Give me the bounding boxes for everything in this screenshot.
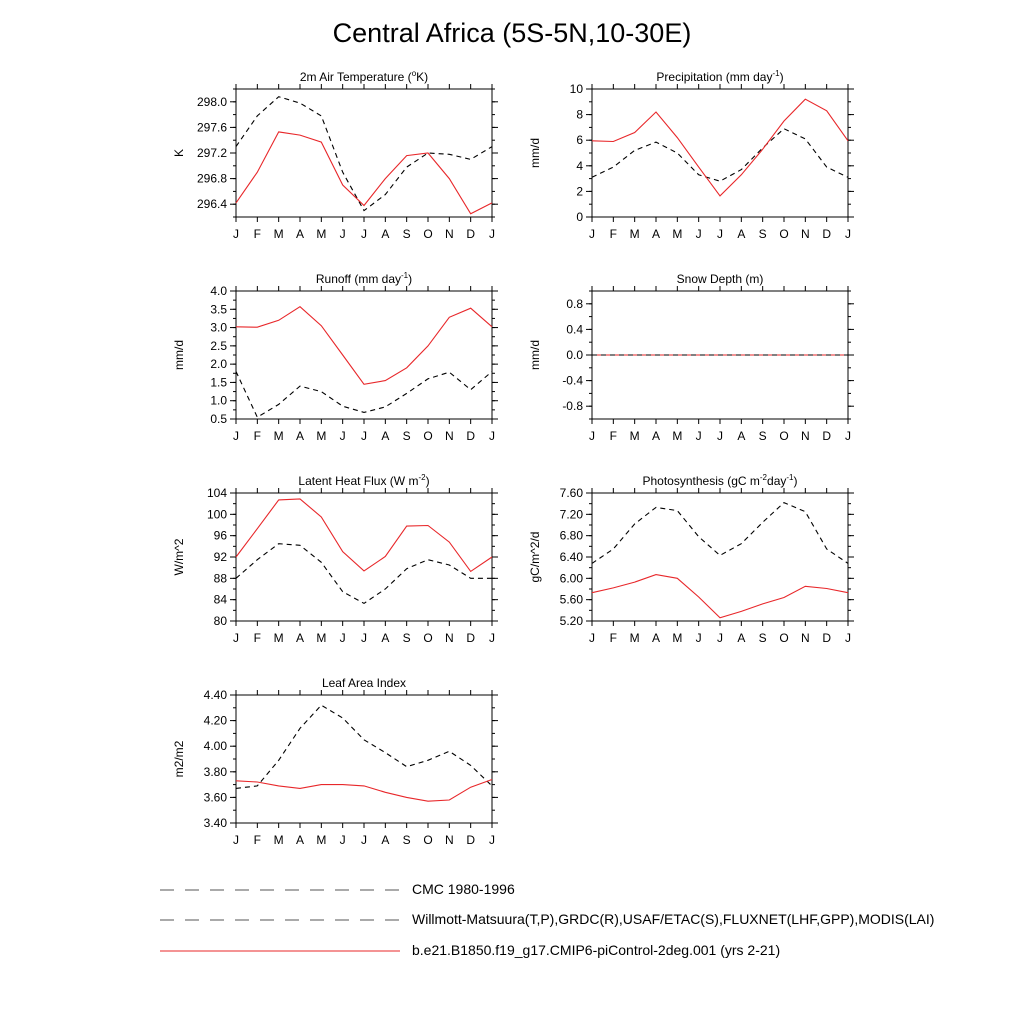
y-tick-label: 0 [576, 210, 583, 224]
month-label: J [339, 429, 346, 443]
month-label: J [361, 429, 367, 443]
month-label: O [423, 631, 433, 645]
month-label: M [273, 631, 284, 645]
y-tick-label: 297.6 [196, 120, 227, 135]
month-label: J [489, 833, 495, 847]
month-label: A [737, 227, 746, 241]
month-label: D [822, 429, 832, 443]
y-tick-label: 296.8 [196, 171, 227, 186]
plot-frame [236, 493, 492, 621]
legend-label-model: b.e21.B1850.f19_g17.CMIP6-piControl-2deg.001 (yrs 2-21) [412, 942, 781, 958]
y-tick-label: 6.80 [559, 528, 583, 543]
series-line-model [236, 499, 492, 572]
series-line-model [592, 99, 848, 196]
y-tick-label: 0.8 [566, 296, 583, 311]
series-line-model [236, 132, 492, 214]
month-label: J [339, 833, 346, 847]
month-label: M [273, 227, 284, 241]
y-tick-label: 3.80 [203, 764, 227, 779]
month-label: F [253, 227, 262, 241]
panel-title: Snow Depth (m) [676, 272, 764, 286]
month-label: J [589, 227, 595, 241]
month-label: N [444, 631, 454, 645]
month-label: M [273, 429, 284, 443]
series-line-model [236, 307, 492, 385]
month-label: J [361, 227, 367, 241]
y-tick-label: 2.0 [210, 357, 227, 372]
y-tick-label: 10 [569, 82, 583, 96]
month-label: A [381, 833, 390, 847]
y-tick-label: 3.5 [210, 302, 227, 317]
month-label: F [609, 429, 618, 443]
month-label: J [845, 429, 851, 443]
month-label: N [444, 227, 454, 241]
month-label: O [423, 227, 433, 241]
month-label: M [273, 833, 284, 847]
month-label: M [316, 227, 327, 241]
month-label: S [402, 429, 411, 443]
y-axis-label: gC/m^2/d [528, 531, 542, 583]
y-tick-label: 7.60 [559, 486, 583, 500]
month-label: N [800, 429, 810, 443]
month-label: O [779, 631, 789, 645]
series-line-model [592, 575, 848, 618]
month-label: J [717, 631, 723, 645]
chart-panel-6 [528, 473, 854, 645]
series-line-model [236, 780, 492, 802]
y-tick-label: 296.4 [196, 197, 227, 212]
panel-title: Leaf Area Index [321, 676, 407, 690]
series-line-obs [236, 544, 492, 604]
month-label: J [489, 227, 495, 241]
month-label: A [651, 227, 661, 241]
month-label: D [466, 429, 476, 443]
month-label: J [361, 833, 367, 847]
month-label: J [717, 227, 723, 241]
y-tick-label: 4.40 [203, 688, 227, 702]
month-label: J [845, 227, 851, 241]
month-label: N [444, 429, 454, 443]
month-label: M [316, 631, 327, 645]
month-label: J [233, 833, 239, 847]
y-tick-label: 100 [206, 507, 227, 522]
month-label: J [233, 631, 239, 645]
y-tick-label: -0.8 [562, 399, 583, 414]
y-tick-label: 84 [213, 592, 227, 607]
plot-frame [592, 493, 848, 621]
month-label: A [295, 429, 305, 443]
series-line-obs [236, 97, 492, 211]
panel-title: Runoff (mm day$^{-1}$) [315, 271, 413, 286]
month-label: J [489, 429, 495, 443]
month-label: J [845, 631, 851, 645]
y-tick-label: 4.00 [203, 739, 227, 754]
month-label: O [779, 227, 789, 241]
month-label: D [466, 227, 476, 241]
chart-panel-3 [172, 271, 498, 443]
y-axis-label: K [172, 148, 186, 158]
month-label: A [737, 429, 746, 443]
panel-title: Latent Heat Flux (W $m^{-2}$) [298, 473, 430, 488]
chart-panel-4 [528, 272, 854, 443]
month-label: S [758, 429, 767, 443]
month-label: J [695, 631, 702, 645]
panel-title: Photosynthesis (gC $m^{-2}day^{-1}$) [642, 473, 798, 488]
month-label: M [629, 429, 640, 443]
month-label: J [717, 429, 723, 443]
y-tick-label: 3.60 [203, 790, 227, 805]
month-label: A [737, 631, 746, 645]
plot-frame [236, 89, 492, 217]
month-label: M [316, 833, 327, 847]
y-tick-label: 104 [206, 486, 227, 500]
month-label: J [489, 631, 495, 645]
y-tick-label: 92 [213, 550, 227, 564]
y-axis-label: mm/d [528, 138, 542, 168]
month-label: J [695, 227, 702, 241]
month-label: A [381, 227, 390, 241]
month-label: J [589, 429, 595, 443]
y-tick-label: 6 [576, 133, 583, 148]
month-label: S [758, 631, 767, 645]
series-line-obs [236, 372, 492, 418]
y-tick-label: 4.20 [203, 713, 227, 728]
month-label: N [444, 833, 454, 847]
month-label: A [381, 429, 390, 443]
chart-panel-2 [528, 69, 854, 241]
y-tick-label: -0.4 [562, 373, 583, 388]
month-label: D [822, 631, 832, 645]
month-label: M [316, 429, 327, 443]
month-label: M [672, 631, 683, 645]
month-label: F [253, 833, 262, 847]
month-label: J [695, 429, 702, 443]
month-label: M [629, 631, 640, 645]
month-label: J [339, 631, 346, 645]
y-axis-label: m2/m2 [172, 740, 186, 778]
series-line-obs [592, 129, 848, 182]
y-tick-label: 1.5 [210, 375, 227, 390]
panel-title: 2m Air Temperature ($^o$K) [299, 69, 429, 84]
month-label: A [295, 631, 305, 645]
month-label: M [672, 429, 683, 443]
month-label: F [253, 631, 262, 645]
month-label: N [800, 631, 810, 645]
legend-label-obs: Willmott-Matsuura(T,P),GRDC(R),USAF/ETAC(S),FLUXNET(LHF,GPP),MODIS(LAI) [412, 911, 935, 927]
month-label: J [339, 227, 346, 241]
month-label: A [295, 227, 305, 241]
month-label: S [402, 631, 411, 645]
month-label: D [466, 631, 476, 645]
y-tick-label: 5.20 [559, 614, 583, 628]
month-label: A [651, 429, 661, 443]
month-label: A [381, 631, 390, 645]
y-tick-label: 2.5 [210, 338, 227, 353]
month-label: O [423, 833, 433, 847]
y-tick-label: 297.2 [196, 146, 227, 160]
legend-label-cmc: CMC 1980-1996 [412, 881, 515, 897]
month-label: O [423, 429, 433, 443]
month-label: S [758, 227, 767, 241]
month-label: S [402, 833, 411, 847]
y-tick-label: 6.00 [559, 571, 583, 586]
y-tick-label: 0.4 [566, 322, 583, 337]
y-tick-label: 6.40 [559, 550, 583, 564]
y-tick-label: 8 [576, 107, 583, 122]
month-label: M [629, 227, 640, 241]
y-axis-label: W/m^2 [172, 538, 186, 576]
y-axis-label: mm/d [528, 340, 542, 370]
y-tick-label: 5.60 [559, 592, 583, 607]
y-tick-label: 1.0 [210, 393, 227, 408]
y-tick-label: 88 [213, 571, 227, 586]
month-label: N [800, 227, 810, 241]
series-line-obs [592, 503, 848, 564]
y-tick-label: 7.20 [559, 507, 583, 522]
month-label: D [822, 227, 832, 241]
month-label: S [402, 227, 411, 241]
month-label: F [253, 429, 262, 443]
month-label: J [589, 631, 595, 645]
month-label: J [233, 227, 239, 241]
y-tick-label: 0.0 [566, 348, 583, 362]
month-label: A [651, 631, 661, 645]
month-label: F [609, 227, 618, 241]
page-title: Central Africa (5S-5N,10-30E) [332, 18, 692, 48]
month-label: F [609, 631, 618, 645]
chart-panel-5 [172, 473, 498, 645]
y-tick-label: 80 [213, 614, 227, 628]
plot-frame [236, 695, 492, 823]
y-tick-label: 0.5 [210, 412, 227, 426]
y-tick-label: 4 [576, 158, 583, 173]
panel-title: Precipitation (mm day$^{-1}$) [656, 69, 784, 84]
y-tick-label: 2 [576, 184, 583, 199]
chart-panel-7 [172, 676, 498, 847]
month-label: J [233, 429, 239, 443]
y-axis-label: mm/d [172, 340, 186, 370]
y-tick-label: 3.40 [203, 816, 227, 830]
series-line-obs [236, 705, 492, 788]
month-label: A [295, 833, 305, 847]
y-tick-label: 298.0 [196, 94, 227, 109]
plot-frame [592, 89, 848, 217]
chart-panel-1 [172, 69, 498, 241]
y-tick-label: 4.0 [210, 284, 227, 298]
month-label: J [361, 631, 367, 645]
y-tick-label: 96 [213, 528, 227, 543]
month-label: D [466, 833, 476, 847]
month-label: O [779, 429, 789, 443]
plot-frame [236, 291, 492, 419]
y-tick-label: 3.0 [210, 320, 227, 335]
month-label: M [672, 227, 683, 241]
